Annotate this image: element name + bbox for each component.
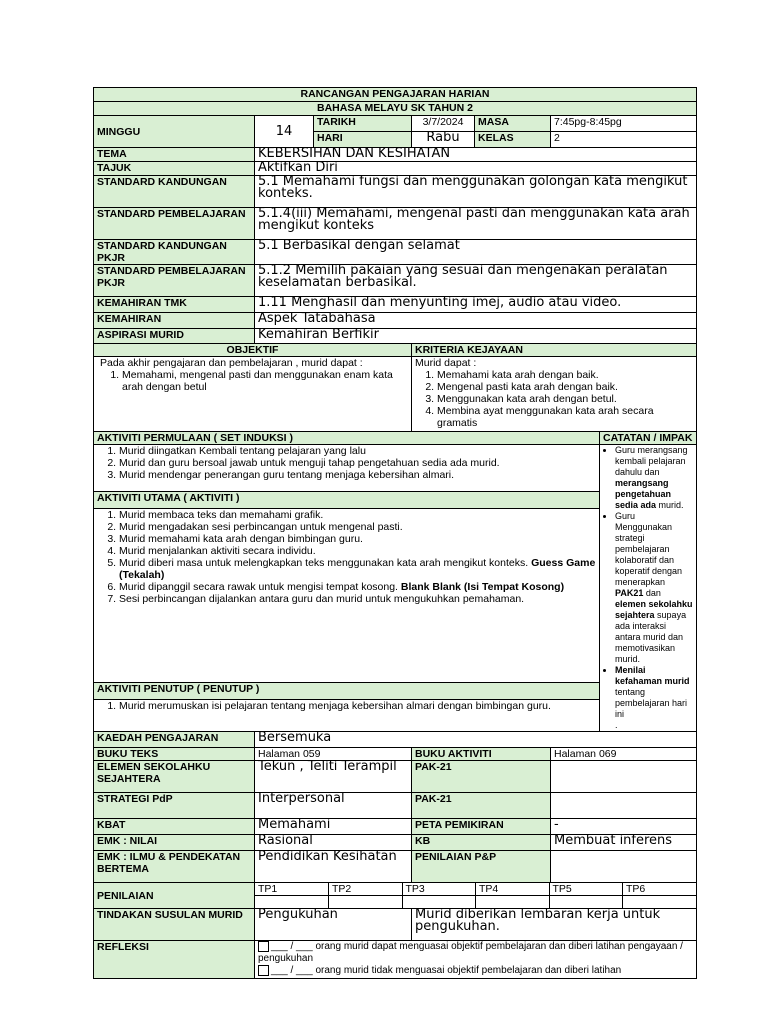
- refleksi-label: REFLEKSI: [94, 941, 255, 979]
- refleksi-line: ___ / ___ orang murid dapat menguasai objektif pembelajaran dan diberi latihan pengayaan / pengukuhan: [258, 941, 683, 965]
- tp-header: TP3: [402, 883, 476, 896]
- kbat-label: KBAT: [94, 819, 255, 835]
- catatan-body: [600, 445, 697, 732]
- tp-header: TP1: [255, 883, 329, 896]
- penilaian-pp-label: PENILAIAN P&P: [412, 851, 551, 883]
- kriteria-item: 3. Menggunakan kata arah dengan betul.: [437, 393, 693, 405]
- refleksi-line: ___ / ___ orang murid tidak menguasai objektif pembelajaran dan diberi latihan: [258, 965, 693, 977]
- checkbox-icon[interactable]: [258, 941, 269, 952]
- kriteria-intro: Murid dapat :: [415, 357, 477, 369]
- catatan-item: • Guru Menggunakan strategi pembelajaran kolaboratif dan koperatif dengan menerapkan PAK21 dan elemen sekolahku sejahtera supaya ada interaksi antara murid dan memotivasikan murid.: [615, 511, 693, 665]
- permulaan-item: 1. Murid diingatkan Kembali tentang pelajaran yang lalu: [119, 445, 596, 457]
- emk-ilmu-label: EMK : ILMU & PENDEKATAN BERTEMA: [94, 851, 255, 883]
- utama-item: 4. Murid menjalankan aktiviti secara individu.: [119, 545, 596, 557]
- kriteria-item: 1. Memahami kata arah dengan baik.: [437, 369, 693, 381]
- catatan-item: • Menilai kefahaman murid tentang pembelajaran hari ini .: [615, 665, 693, 731]
- kaedah-label: KAEDAH PENGAJARAN: [94, 732, 255, 748]
- tp-cell[interactable]: [623, 896, 697, 908]
- tema-value: KEBERSIHAN DAN KESIHATAN: [255, 148, 697, 162]
- penutup-item: 1. Murid merumuskan isi pelajaran tentang menjaga kebersihan almari dengan bimbingan guru.: [119, 700, 596, 712]
- aktiviti-penutup-header: AKTIVITI PENUTUP ( PENUTUP ): [94, 683, 600, 699]
- objektif-intro: Pada akhir pengajaran dan pembelajaran , murid dapat :: [100, 357, 363, 369]
- kelas-value: 2: [551, 132, 697, 148]
- tp-header: TP6: [623, 883, 697, 896]
- plan-title: RANCANGAN PENGAJARAN HARIAN: [94, 88, 697, 102]
- catatan-header: CATATAN / IMPAK: [600, 432, 697, 445]
- buku-aktiviti-value: Halaman 069: [551, 748, 697, 761]
- penilaian-label: PENILAIAN: [94, 883, 255, 909]
- kriteria-body: [412, 357, 697, 432]
- kriteria-item: 4. Membina ayat menggunakan kata arah secara gramatis: [437, 405, 693, 429]
- aktiviti-penutup-body: [94, 699, 600, 731]
- aspirasi-murid-label: ASPIRASI MURID: [94, 329, 255, 344]
- minggu-label: MINGGU: [94, 116, 255, 148]
- kemahiran-label: KEMAHIRAN: [94, 313, 255, 329]
- permulaan-item: 3. Murid mendengar penerangan guru tentang menjaga kebersihan almari.: [119, 469, 596, 481]
- kriteria-header: KRITERIA KEJAYAAN: [412, 344, 697, 357]
- pak21-label: PAK-21: [412, 793, 551, 819]
- buku-aktiviti-label: BUKU AKTIVITI: [412, 748, 551, 761]
- tp-cell[interactable]: [402, 896, 476, 908]
- peta-pemikiran-label: PETA PEMIKIRAN: [412, 819, 551, 835]
- standard-pembelajaran-label: STANDARD PEMBELAJARAN: [94, 208, 255, 240]
- standard-kandungan-pkjr-label: STANDARD KANDUNGAN PKJR: [94, 240, 255, 265]
- tajuk-label: TAJUK: [94, 162, 255, 176]
- elemen-value: Tekun , Teliti Terampil: [255, 761, 412, 793]
- pak21-label: PAK-21: [412, 761, 551, 793]
- kemahiran-value: Aspek Tatabahasa: [255, 313, 697, 329]
- utama-item: 5. Murid diberi masa untuk melengkapkan teks menggunakan kata arah mengikut konteks. Guess Game (Tekalah): [119, 557, 596, 581]
- checkbox-icon[interactable]: [258, 965, 269, 976]
- objektif-list: [100, 369, 408, 393]
- penilaian-grid: [255, 883, 697, 909]
- refleksi-body: [255, 941, 697, 979]
- objektif-body: [94, 357, 412, 432]
- objektif-header: OBJEKTIF: [94, 344, 412, 357]
- tajuk-value: Aktifkan Diri: [255, 162, 697, 176]
- emk-nilai-label: EMK : NILAI: [94, 835, 255, 851]
- standard-pembelajaran-pkjr-label: STANDARD PEMBELAJARAN PKJR: [94, 265, 255, 297]
- objektif-item: 1. Memahami, mengenal pasti dan menggunakan enam kata arah dengan betul: [122, 369, 408, 393]
- tarikh-value: 3/7/2024: [412, 116, 475, 132]
- buku-teks-value: Halaman 059: [255, 748, 412, 761]
- minggu-value: 14: [255, 116, 314, 148]
- kb-value: Membuat inferens: [551, 835, 697, 851]
- penutup-list: [97, 700, 596, 712]
- hari-value: Rabu: [412, 132, 475, 148]
- catatan-list: [603, 445, 693, 731]
- permulaan-list: [97, 445, 596, 481]
- hari-label: HARI: [314, 132, 412, 148]
- tp-header: TP4: [476, 883, 550, 896]
- buku-teks-label: BUKU TEKS: [94, 748, 255, 761]
- utama-item: 3. Murid memahami kata arah dengan bimbingan guru.: [119, 533, 596, 545]
- tp-cell[interactable]: [329, 896, 403, 908]
- tp-header: TP2: [329, 883, 403, 896]
- tindakan-value: Murid diberikan lembaran kerja untuk pengukuhan.: [412, 909, 697, 941]
- standard-kandungan-value: 5.1 Memahami fungsi dan menggunakan golongan kata mengikut konteks.: [255, 176, 697, 208]
- aktiviti-utama-header: AKTIVITI UTAMA ( AKTIVITI ): [94, 492, 600, 508]
- pak21-value: [551, 793, 697, 819]
- utama-list: [97, 509, 596, 605]
- tindakan-susulan-label: TINDAKAN SUSULAN MURID: [94, 909, 255, 941]
- utama-item: 1. Murid membaca teks dan memahami grafik.: [119, 509, 596, 521]
- emk-ilmu-value: Pendidikan Kesihatan: [255, 851, 412, 883]
- tp-table: [255, 883, 696, 908]
- tp-cell[interactable]: [255, 896, 329, 908]
- permulaan-item: 2. Murid dan guru bersoal jawab untuk menguji tahap pengetahuan sedia ada murid.: [119, 457, 596, 469]
- pak21-value: [551, 761, 697, 793]
- aspirasi-murid-value: Kemahiran Berfikir: [255, 329, 697, 344]
- tp-header: TP5: [549, 883, 623, 896]
- plan-subtitle: BAHASA MELAYU SK TAHUN 2: [94, 102, 697, 116]
- tema-label: TEMA: [94, 148, 255, 162]
- aktiviti-permulaan-body: [94, 445, 600, 492]
- lesson-plan-table: [93, 87, 697, 979]
- kriteria-item: 2. Mengenal pasti kata arah dengan baik.: [437, 381, 693, 393]
- kelas-label: KELAS: [475, 132, 551, 148]
- strategi-label: STRATEGI PdP: [94, 793, 255, 819]
- tarikh-label: TARIKH: [314, 116, 412, 132]
- tp-cell[interactable]: [476, 896, 550, 908]
- kriteria-list: [415, 369, 693, 429]
- kaedah-value: Bersemuka: [255, 732, 697, 748]
- standard-pembelajaran-value: 5.1.4(iii) Memahami, mengenal pasti dan menggunakan kata arah mengikut konteks: [255, 208, 697, 240]
- masa-label: MASA: [475, 116, 551, 132]
- aktiviti-utama-body: [94, 508, 600, 683]
- emk-nilai-value: Rasional: [255, 835, 412, 851]
- peta-pemikiran-value: -: [551, 819, 697, 835]
- masa-value: 7:45pg-8:45pg: [551, 116, 697, 132]
- utama-item: 2. Murid mengadakan sesi perbincangan untuk mengenal pasti.: [119, 521, 596, 533]
- utama-item: 7. Sesi perbincangan dijalankan antara guru dan murid untuk mengukuhkan pemahaman.: [119, 593, 596, 605]
- tp-cell[interactable]: [549, 896, 623, 908]
- strategi-value: Interpersonal: [255, 793, 412, 819]
- aktiviti-permulaan-header: AKTIVITI PERMULAAN ( SET INDUKSI ): [94, 432, 600, 445]
- elemen-label: ELEMEN SEKOLAHKU SEJAHTERA: [94, 761, 255, 793]
- kb-label: KB: [412, 835, 551, 851]
- kbat-value: Memahami: [255, 819, 412, 835]
- utama-item: 6. Murid dipanggil secara rawak untuk mengisi tempat kosong. Blank Blank (Isi Tempat Kosong): [119, 581, 596, 593]
- standard-kandungan-pkjr-value: 5.1 Berbasikal dengan selamat: [255, 240, 697, 265]
- tindakan-type: Pengukuhan: [255, 909, 412, 941]
- standard-kandungan-label: STANDARD KANDUNGAN: [94, 176, 255, 208]
- standard-pembelajaran-pkjr-value: 5.1.2 Memilih pakaian yang sesuai dan mengenakan peralatan keselamatan berbasikal.: [255, 265, 697, 297]
- kemahiran-tmk-label: KEMAHIRAN TMK: [94, 297, 255, 313]
- catatan-item: • Guru merangsang kembali pelajaran dahulu dan merangsang pengetahuan sedia ada murid.: [615, 445, 693, 511]
- kemahiran-tmk-value: 1.11 Menghasil dan menyunting imej, audio atau video.: [255, 297, 697, 313]
- penilaian-pp-value: [551, 851, 697, 883]
